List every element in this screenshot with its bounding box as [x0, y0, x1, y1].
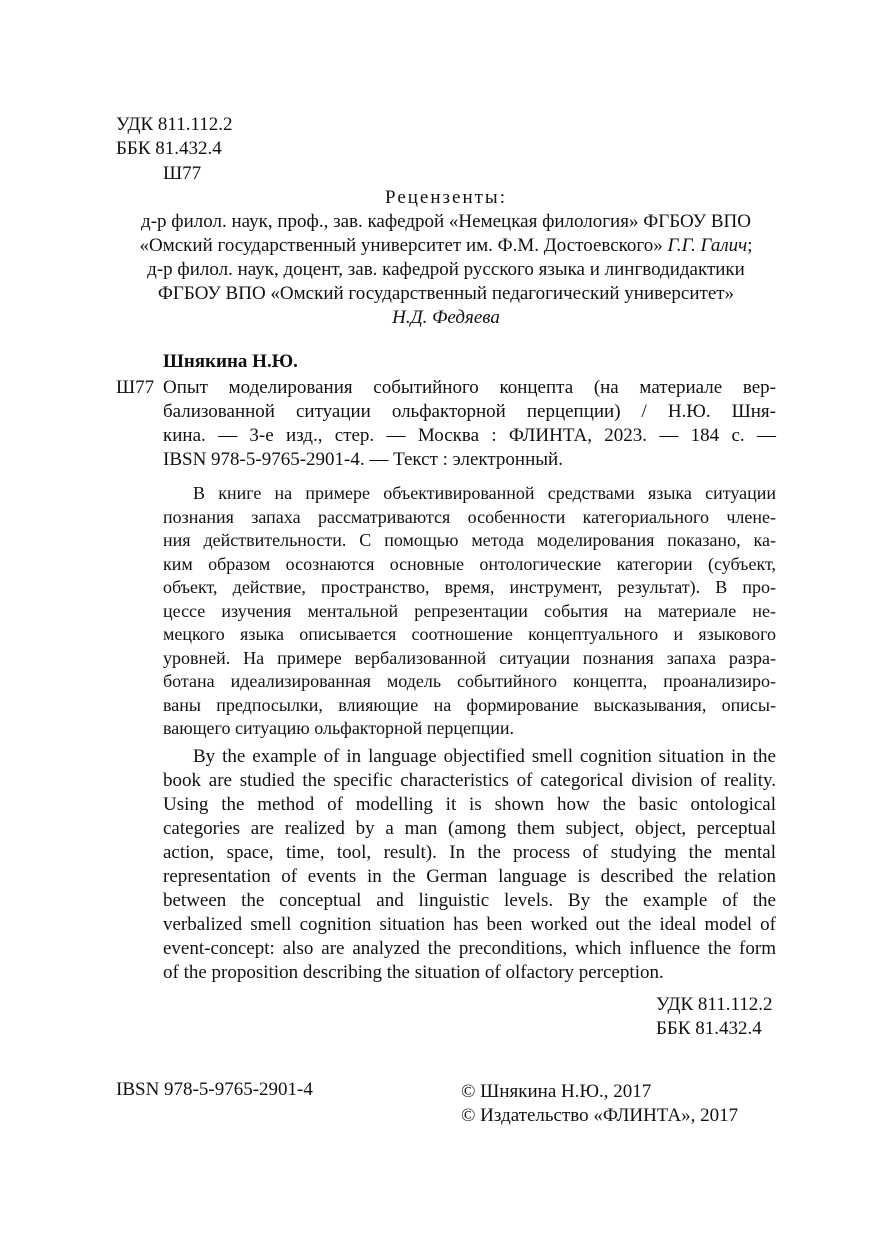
abstract-ru-line: объект, действие, пространство, время, инструмент, результат). В про-: [163, 577, 776, 597]
copyright-publisher: © Издательство «ФЛИНТА», 2017: [461, 1105, 739, 1126]
reviewer-1-line-2: [100, 234, 792, 258]
abstract-en-line: By the example of in language objectified smell cognition situation in the: [193, 746, 776, 767]
abstract-en-line: verbalized smell cognition situation has been worked out the ideal model of: [163, 914, 776, 935]
abstract-en-line: event-concept: also are analyzed the preconditions, which influence the form: [163, 938, 776, 959]
reviewers-block: [100, 186, 792, 330]
bib-line: бализованной ситуации ольфакторной перцепции) / Н.Ю. Шня-: [163, 401, 776, 422]
reviewer-1-line-1: д-р филол. наук, проф., зав. кафедрой «Немецкая филология» ФГБОУ ВПО: [141, 211, 751, 232]
abstract-ru-line: ким образом осознаются основные онтологические категории (субъект,: [163, 553, 776, 574]
author-mark: Ш77: [163, 163, 202, 184]
isbn: IBSN 978-5-9765-2901-4: [116, 1079, 313, 1100]
bib-line: IBSN 978-5-9765-2901-4. — Текст : электронный.: [163, 449, 563, 470]
copyright-author: © Шнякина Н.Ю., 2017: [461, 1081, 652, 1102]
abstract-en-line: of the proposition describing the situation of olfactory perception.: [163, 962, 664, 983]
reviewer-2-line-1: д-р филол. наук, доцент, зав. кафедрой русского языка и лингводидактики: [147, 259, 745, 280]
abstract-en-line: Using the method of modelling it is shown how the basic ontological: [163, 794, 776, 815]
reviewer-1-separator: ;: [747, 235, 753, 256]
abstract-ru-line: познания запаха рассматриваются особенности категориального члене-: [163, 506, 776, 527]
bib-description: [163, 376, 776, 472]
abstract-ru-line: ния действительности. С помощью метода моделирования показано, ка-: [163, 530, 776, 550]
reviewers-heading: Рецензенты:: [385, 187, 507, 208]
bib-author: Шнякина Н.Ю.: [163, 351, 298, 372]
abstract-ru-line: уровней. На примере вербализованной ситуации познания запаха разра-: [163, 647, 776, 668]
abstract-ru-line: цессе изучения ментальной репрезентации события на материале не-: [163, 600, 776, 621]
abstract-ru-line: ваны предпосылки, влияющие на формирование высказывания, описы-: [163, 694, 776, 715]
bib-line: кина. — 3-е изд., стер. — Москва : ФЛИНТА, 2023. — 184 с. —: [163, 425, 776, 446]
reviewer-2-line-2: ФГБОУ ВПО «Омский государственный педагогический университет»: [157, 283, 735, 304]
footer-udk: УДК 811.112.2: [656, 994, 773, 1015]
udk-code: УДК 811.112.2: [116, 114, 233, 135]
abstract-russian: [163, 482, 776, 741]
footer-bbk: ББК 81.432.4: [656, 1018, 762, 1039]
abstract-en-line: representation of events in the German language is described the relation: [163, 866, 776, 887]
abstract-ru-line: мецкого языка описывается соотношение концептуального и языкового: [163, 624, 776, 644]
abstract-en-line: action, space, time, tool, result). In the process of studying the mental: [163, 842, 776, 863]
bbk-code: ББК 81.432.4: [116, 138, 222, 159]
reviewer-1-affiliation: «Омский государственный университет им. Ф.М. Достоевского»: [139, 235, 668, 256]
bib-mark: Ш77: [116, 377, 155, 398]
bib-line: Опыт моделирования событийного концепта (на материале вер-: [163, 377, 776, 398]
abstract-ru-line: вающего ситуацию ольфакторной перцепции.: [163, 718, 514, 738]
abstract-en-line: between the conceptual and linguistic levels. By the example of the: [163, 890, 776, 911]
abstract-ru-line: В книге на примере объективированной средствами языка ситуации: [193, 483, 776, 503]
abstract-en-line: categories are realized by a man (among them subject, object, perceptual: [163, 818, 776, 839]
reviewer-1-name: Г.Г. Галич: [667, 235, 748, 256]
abstract-english: [163, 745, 776, 985]
abstract-en-line: book are studied the specific characteristics of categorical division of reality.: [163, 770, 776, 791]
abstract-ru-line: ботана идеализированная модель событийного концепта, проанализиро-: [163, 671, 776, 691]
reviewer-2-name: Н.Д. Федяева: [392, 307, 500, 328]
